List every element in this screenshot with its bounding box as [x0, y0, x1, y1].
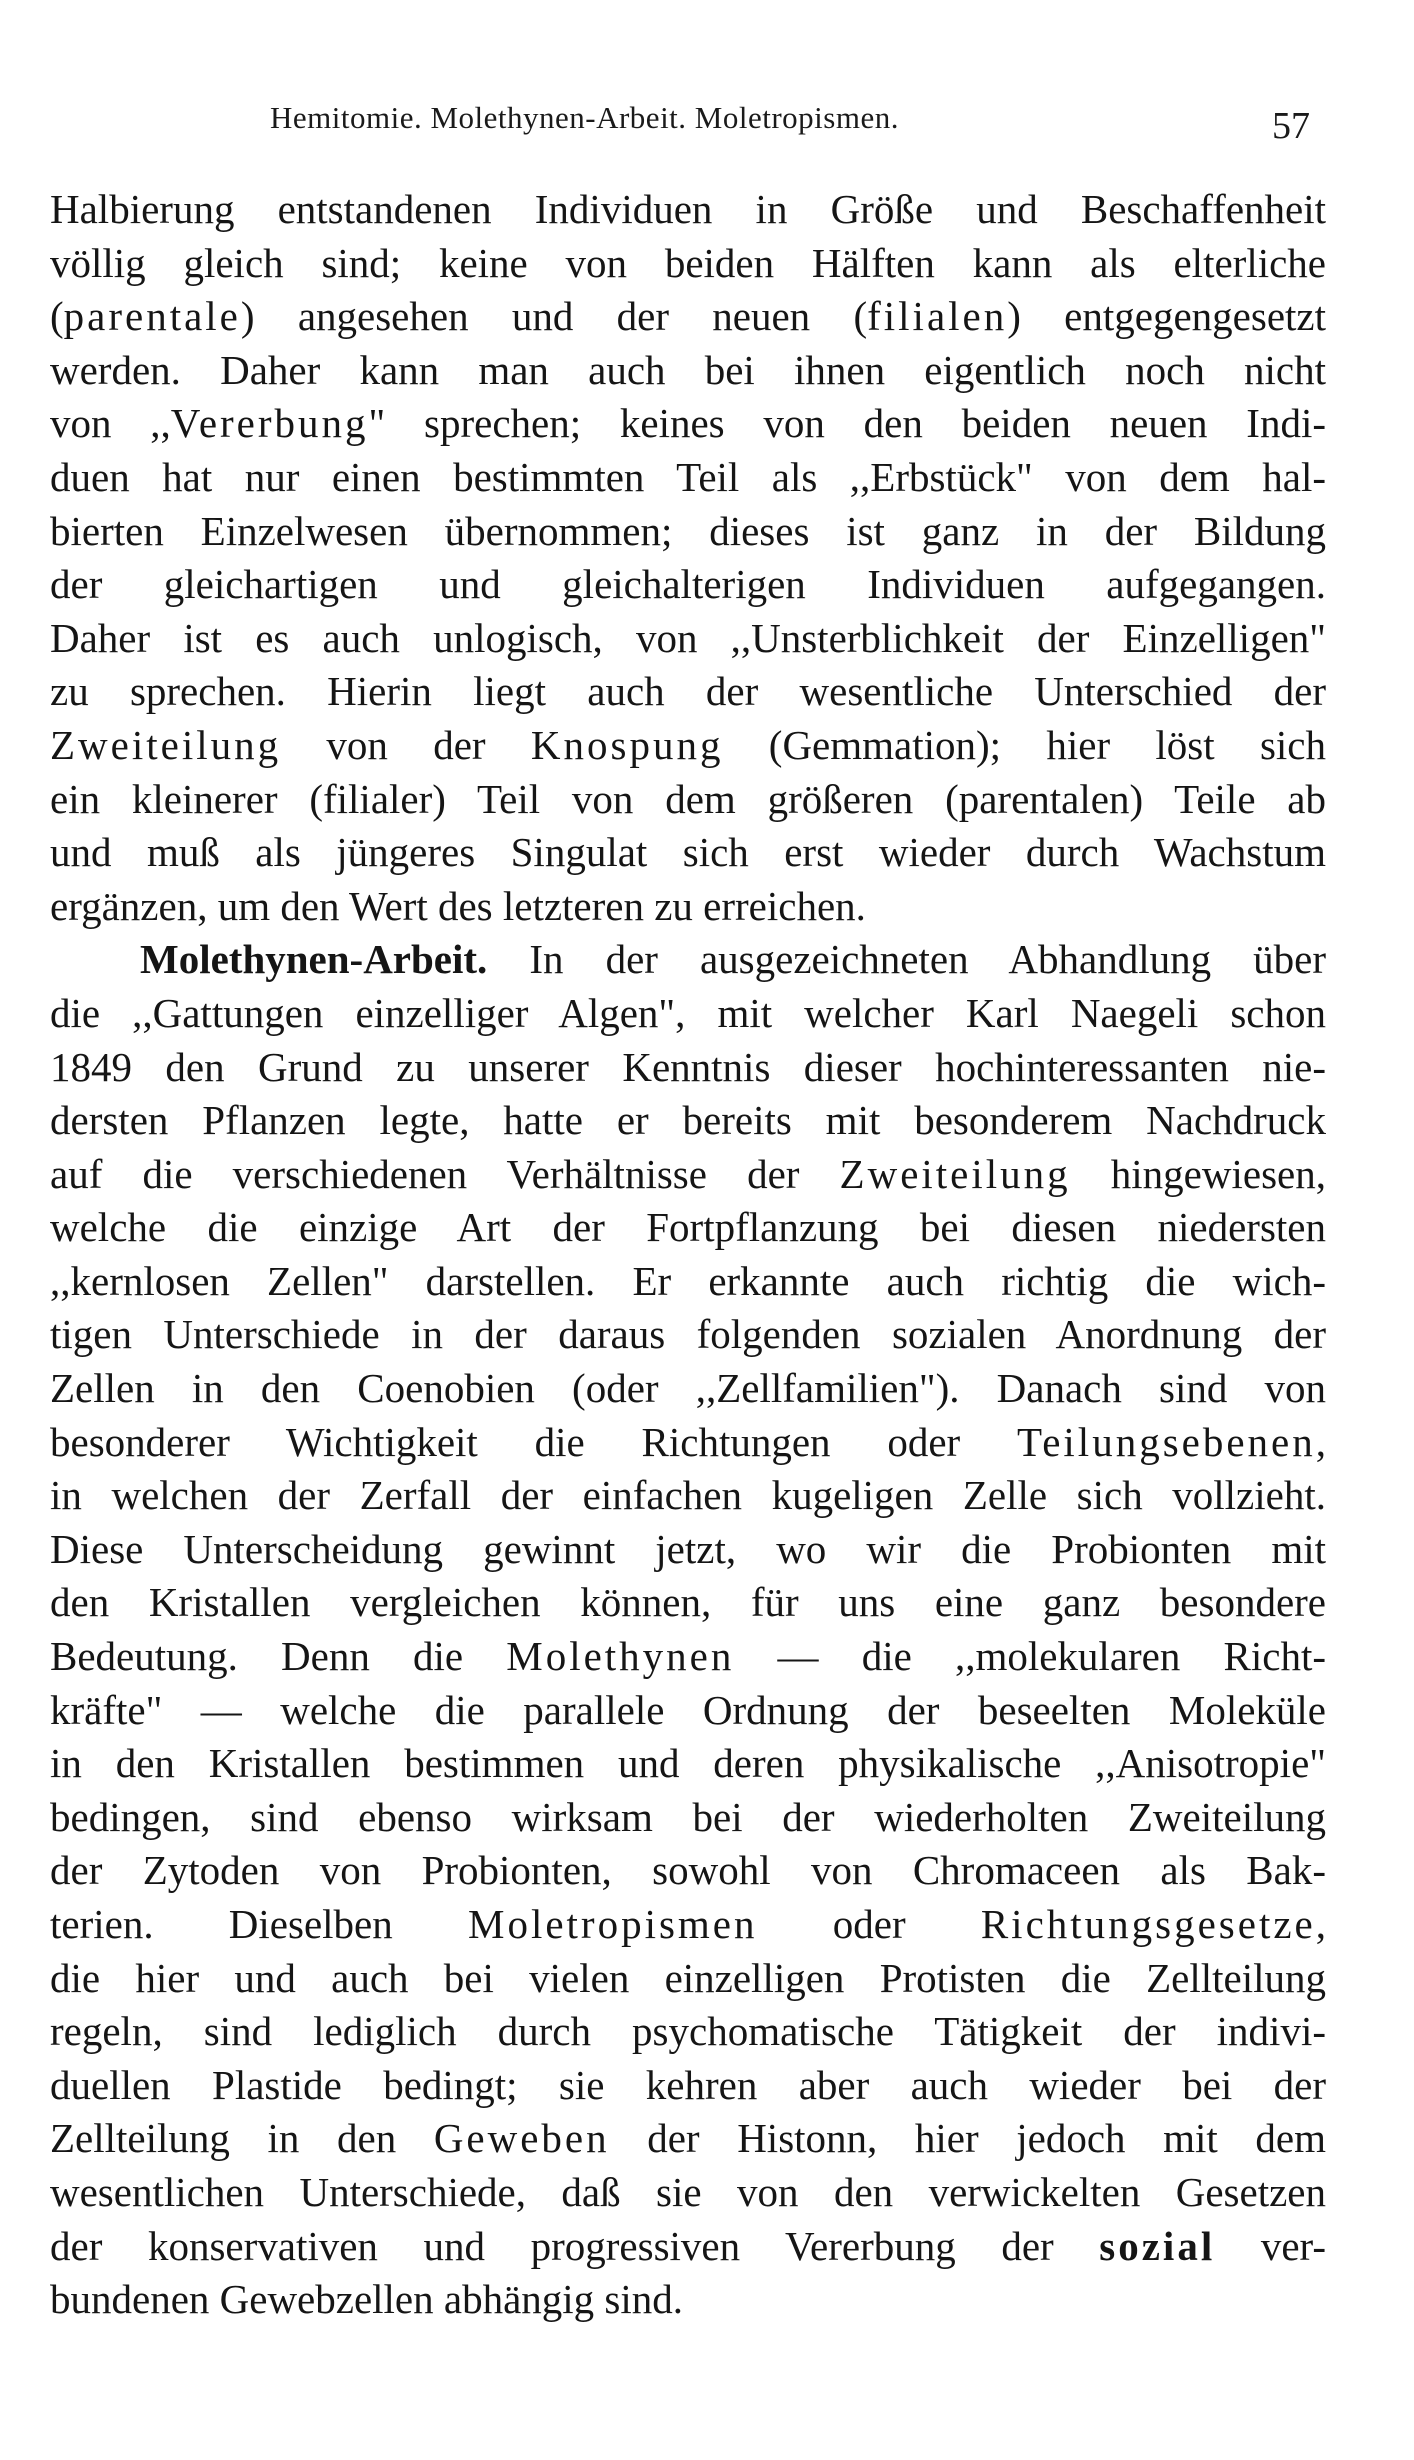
text-line: besonderer Wichtigkeit die Richtungen oder Teilungsebenen,: [50, 1418, 1326, 1465]
text-line: und muß als jüngeres Singulat sich erst wieder durch Wachstum: [50, 829, 1326, 876]
text-line: bierten Einzelwesen übernommen; dieses ist ganz in der Bildung: [50, 507, 1326, 554]
text-line: zu sprechen. Hierin liegt auch der wesentliche Unterschied der: [50, 668, 1326, 715]
text-line: bundenen Gewebzellen abhängig sind.: [50, 2276, 684, 2323]
text-line: völlig gleich sind; keine von beiden Hälften kann als elterliche: [50, 239, 1326, 286]
spaced-term: Richtungsgesetze: [980, 1901, 1316, 1947]
text-line: Daher ist es auch unlogisch, von ,,Unsterblichkeit der Einzelligen": [50, 614, 1326, 661]
spaced-term: Zweiteilung: [839, 1150, 1071, 1197]
text-line: der konservativen und progressiven Vererbung der sozial ver-: [50, 2222, 1326, 2269]
text-line: ein kleinerer (filialer) Teil von dem größeren (parentalen) Teile ab: [50, 775, 1326, 822]
text-line: von ,,Vererbung" sprechen; keines von den beiden neuen Indi-: [50, 400, 1327, 447]
text-line: Zweiteilung von der Knospung (Gemmation); hier löst sich: [50, 721, 1326, 768]
text-line: den Kristallen vergleichen können, für uns eine ganz besondere: [50, 1579, 1326, 1626]
text-line: Zellteilung in den Geweben der Histonn, hier jedoch mit dem: [50, 2115, 1326, 2162]
spaced-term: Zweiteilung: [50, 721, 282, 768]
text-line: auf die verschiedenen Verhältnisse der Zweiteilung hingewiesen,: [50, 1150, 1326, 1197]
text-line: tigen Unterschiede in der daraus folgenden sozialen Anordnung der: [50, 1311, 1326, 1358]
text-line: duellen Plastide bedingt; sie kehren aber auch wieder bei der: [50, 2061, 1326, 2108]
text-line: ,,kernlosen Zellen" darstellen. Er erkannte auch richtig die wich-: [50, 1257, 1326, 1304]
text-line: terien. Dieselben Moletropismen oder Richtungsgesetze,: [50, 1901, 1326, 1947]
text-line: 1849 den Grund zu unserer Kenntnis dieser hochinteressanten nie-: [50, 1043, 1326, 1090]
text-line: Molethynen-Arbeit. In der ausgezeichneten Abhandlung über: [140, 936, 1326, 983]
text-line: kräfte" — welche die parallele Ordnung der beseelten Moleküle: [50, 1686, 1326, 1733]
text-line: Bedeutung. Denn die Molethynen — die ,,molekularen Richt-: [50, 1633, 1326, 1680]
text-line: Halbierung entstandenen Individuen in Größe und Beschaffenheit: [50, 186, 1326, 232]
section-heading: Molethynen-Arbeit.: [140, 936, 488, 983]
spaced-term: sozial: [1099, 2222, 1216, 2269]
spaced-term: Vererbung: [170, 400, 369, 447]
text-line: welche die einzige Art der Fortpflanzung bei diesen niedersten: [50, 1204, 1326, 1251]
text-line: (parentale) angesehen und der neuen (filialen) entgegengesetzt: [50, 293, 1327, 340]
text-line: dersten Pflanzen legte, hatte er bereits mit besonderem Nachdruck: [50, 1097, 1326, 1144]
spaced-term: Knospung: [530, 721, 724, 768]
text-line: die ,,Gattungen einzelliger Algen", mit welcher Karl Naegeli schon: [50, 989, 1326, 1036]
spaced-term: Teilungsebenen: [1017, 1418, 1316, 1465]
body-text: [50, 183, 1326, 2327]
text-line: duen hat nur einen bestimmten Teil als ,,Erbstück" von dem hal-: [50, 453, 1326, 500]
spaced-term: Molethynen: [506, 1633, 735, 1680]
text-line: werden. Daher kann man auch bei ihnen eigentlich noch nicht: [50, 346, 1326, 393]
spaced-term: filialen: [867, 293, 1008, 340]
running-title: Hemitomie. Molethynen-Arbeit. Moletropismen.: [270, 100, 899, 135]
text-line: in welchen der Zerfall der einfachen kugeligen Zelle sich vollzieht.: [50, 1472, 1326, 1519]
text-line: der gleichartigen und gleichalterigen Individuen aufgegangen.: [50, 561, 1326, 608]
text-line: wesentlichen Unterschiede, daß sie von den verwickelten Gesetzen: [50, 2168, 1326, 2215]
page-number: 57: [1272, 105, 1310, 147]
text-line: Diese Unterscheidung gewinnt jetzt, wo wir die Probionten mit: [50, 1525, 1326, 1572]
text-line: ergänzen, um den Wert des letzteren zu erreichen.: [50, 882, 866, 929]
text-line: Zellen in den Coenobien (oder ,,Zellfamilien"). Danach sind von: [50, 1365, 1326, 1412]
text-line: der Zytoden von Probionten, sowohl von Chromaceen als Bak-: [50, 1847, 1326, 1894]
text-line: die hier und auch bei vielen einzelligen Protisten die Zellteilung: [50, 1954, 1326, 2001]
spaced-term: parentale: [63, 293, 241, 340]
text-line: in den Kristallen bestimmen und deren physikalische ,,Anisotropie": [50, 1740, 1326, 1787]
spaced-term: Moletropismen: [467, 1901, 758, 1947]
text-line: regeln, sind lediglich durch psychomatische Tätigkeit der indivi-: [50, 2008, 1326, 2055]
text-line: bedingen, sind ebenso wirksam bei der wiederholten Zweiteilung: [50, 1793, 1326, 1840]
spaced-term: Geweben: [433, 2115, 610, 2162]
